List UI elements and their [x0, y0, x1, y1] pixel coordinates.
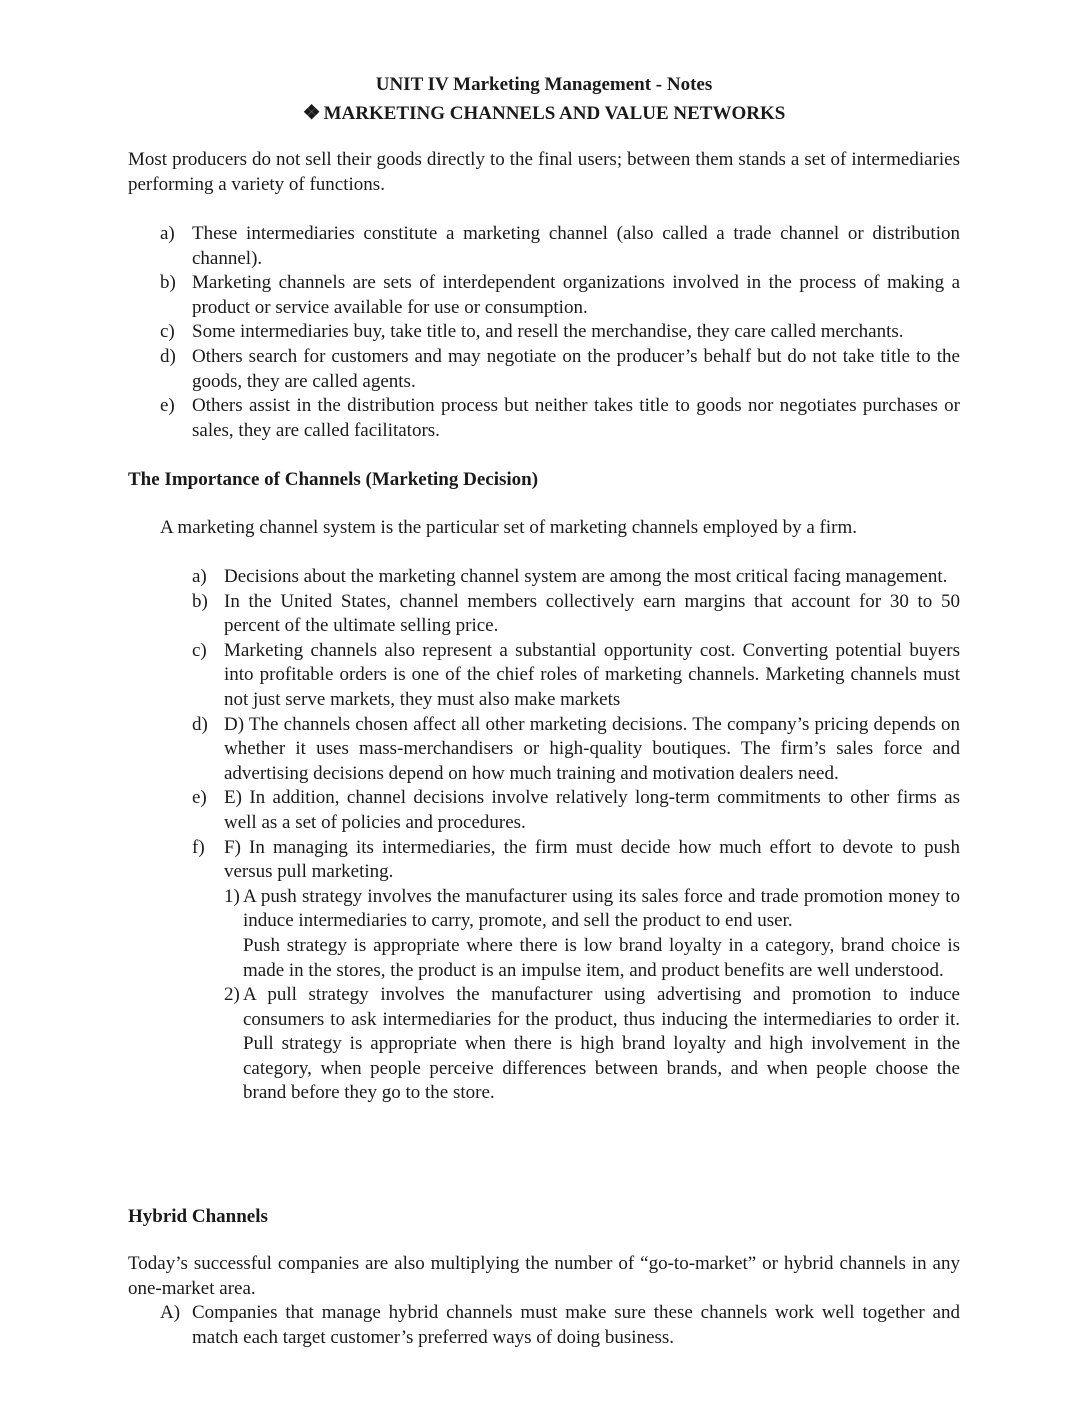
- section-title-text: MARKETING CHANNELS AND VALUE NETWORKS: [323, 103, 786, 124]
- hybrid-channels-paragraph: Today’s successful companies are also multiplying the number of “go-to-market” or hybrid channels in any one-market area.: [128, 1253, 960, 1299]
- channel-system-paragraph: A marketing channel system is the particular set of marketing channels employed by a firm.: [160, 517, 857, 538]
- list-item: a) Decisions about the marketing channel system are among the most critical facing management.: [192, 566, 948, 587]
- list-item: d) Others search for customers and may negotiate on the producer’s behalf but do not take title to the goods, they are called agents.: [160, 345, 960, 392]
- heading-hybrid-channels: Hybrid Channels: [128, 1206, 268, 1227]
- list-item: A) Companies that manage hybrid channels must make sure these channels work well together and match each target customer’s preferred ways of doing business.: [160, 1302, 960, 1348]
- list-item: c) Some intermediaries buy, take title to, and resell the merchandise, they care called merchants.: [160, 321, 904, 343]
- list-item: b) Marketing channels are sets of interdependent organizations involved in the process of making a product or service available for use or consumption.: [160, 272, 960, 318]
- section-title: [0, 101, 1088, 126]
- hybrid-list: [160, 1301, 960, 1350]
- list-item: f) F) In managing its intermediaries, the firm must decide how much effort to devote to push versus pull marketing. 1) A push strategy involves the manufacturer using its sales force and trade promotion money to induce intermediaries to carry, promote, and sell the product to end user. Push strategy is appropriate where there is low brand loyalty in a category, brand choice is made in the stores, the product is an impulse item, and product benefits are well understood. 2) A pull strategy involves the manufacturer using advertising and promotion to induce consumers to ask intermediaries for the product, thus inducing the intermediaries to order it. Pull strategy is appropriate when there is high brand loyalty and high involvement in the category, when people perceive differences between brands, and when people choose the brand before they go to the store.: [224, 836, 960, 1107]
- list-item: d) D) The channels chosen affect all other marketing decisions. The company’s pricing depends on whether it uses mass-merchandisers or high-quality boutiques. The firm’s sales force and advertising decisions depend on how much training and motivation dealers need.: [192, 713, 960, 784]
- list-item: b) In the United States, channel members collectively earn margins that account for 30 to 50 percent of the ultimate selling price.: [192, 590, 960, 637]
- importance-list: [192, 565, 960, 1106]
- list-item: e) E) In addition, channel decisions involve relatively long-term commitments to other firms as well as a set of policies and procedures.: [192, 787, 960, 833]
- heading-importance-of-channels: The Importance of Channels (Marketing Decision): [128, 469, 539, 490]
- intro-paragraph: Most producers do not sell their goods directly to the final users; between them stands a set of intermediaries performing a variety of functions.: [128, 149, 960, 195]
- push-pull-sublist: [224, 885, 960, 1106]
- diamond-bullet-icon: ❖: [302, 102, 321, 124]
- list-item: c) Marketing channels also represent a substantial opportunity cost. Converting potential buyers into profitable orders is one of the chief roles of marketing channels. Marketing channels must not just serve markets, they must also make markets: [192, 639, 960, 710]
- intermediaries-list: [160, 222, 960, 443]
- sublist-item-pull: 2) A pull strategy involves the manufacturer using advertising and promotion to induce consumers to ask intermediaries for the product, thus inducing the intermediaries to order it. Pull strategy is appropriate when there is high brand loyalty and high involvement in the category, when people perceive differences between brands, and when people choose the brand before they go to the store.: [224, 984, 960, 1104]
- document-title: UNIT IV Marketing Management - Notes: [375, 74, 713, 95]
- list-item: e) Others assist in the distribution process but neither takes title to goods nor negotiates purchases or sales, they are called facilitators.: [160, 395, 960, 441]
- sublist-item-push: 1) A push strategy involves the manufacturer using its sales force and trade promotion money to induce intermediaries to carry, promote, and sell the product to end user. Push strategy is appropriate where there is low brand loyalty in a category, brand choice is made in the stores, the product is an impulse item, and product benefits are well understood.: [224, 885, 960, 981]
- list-item: a) These intermediaries constitute a marketing channel (also called a trade channel or distribution channel).: [160, 223, 960, 269]
